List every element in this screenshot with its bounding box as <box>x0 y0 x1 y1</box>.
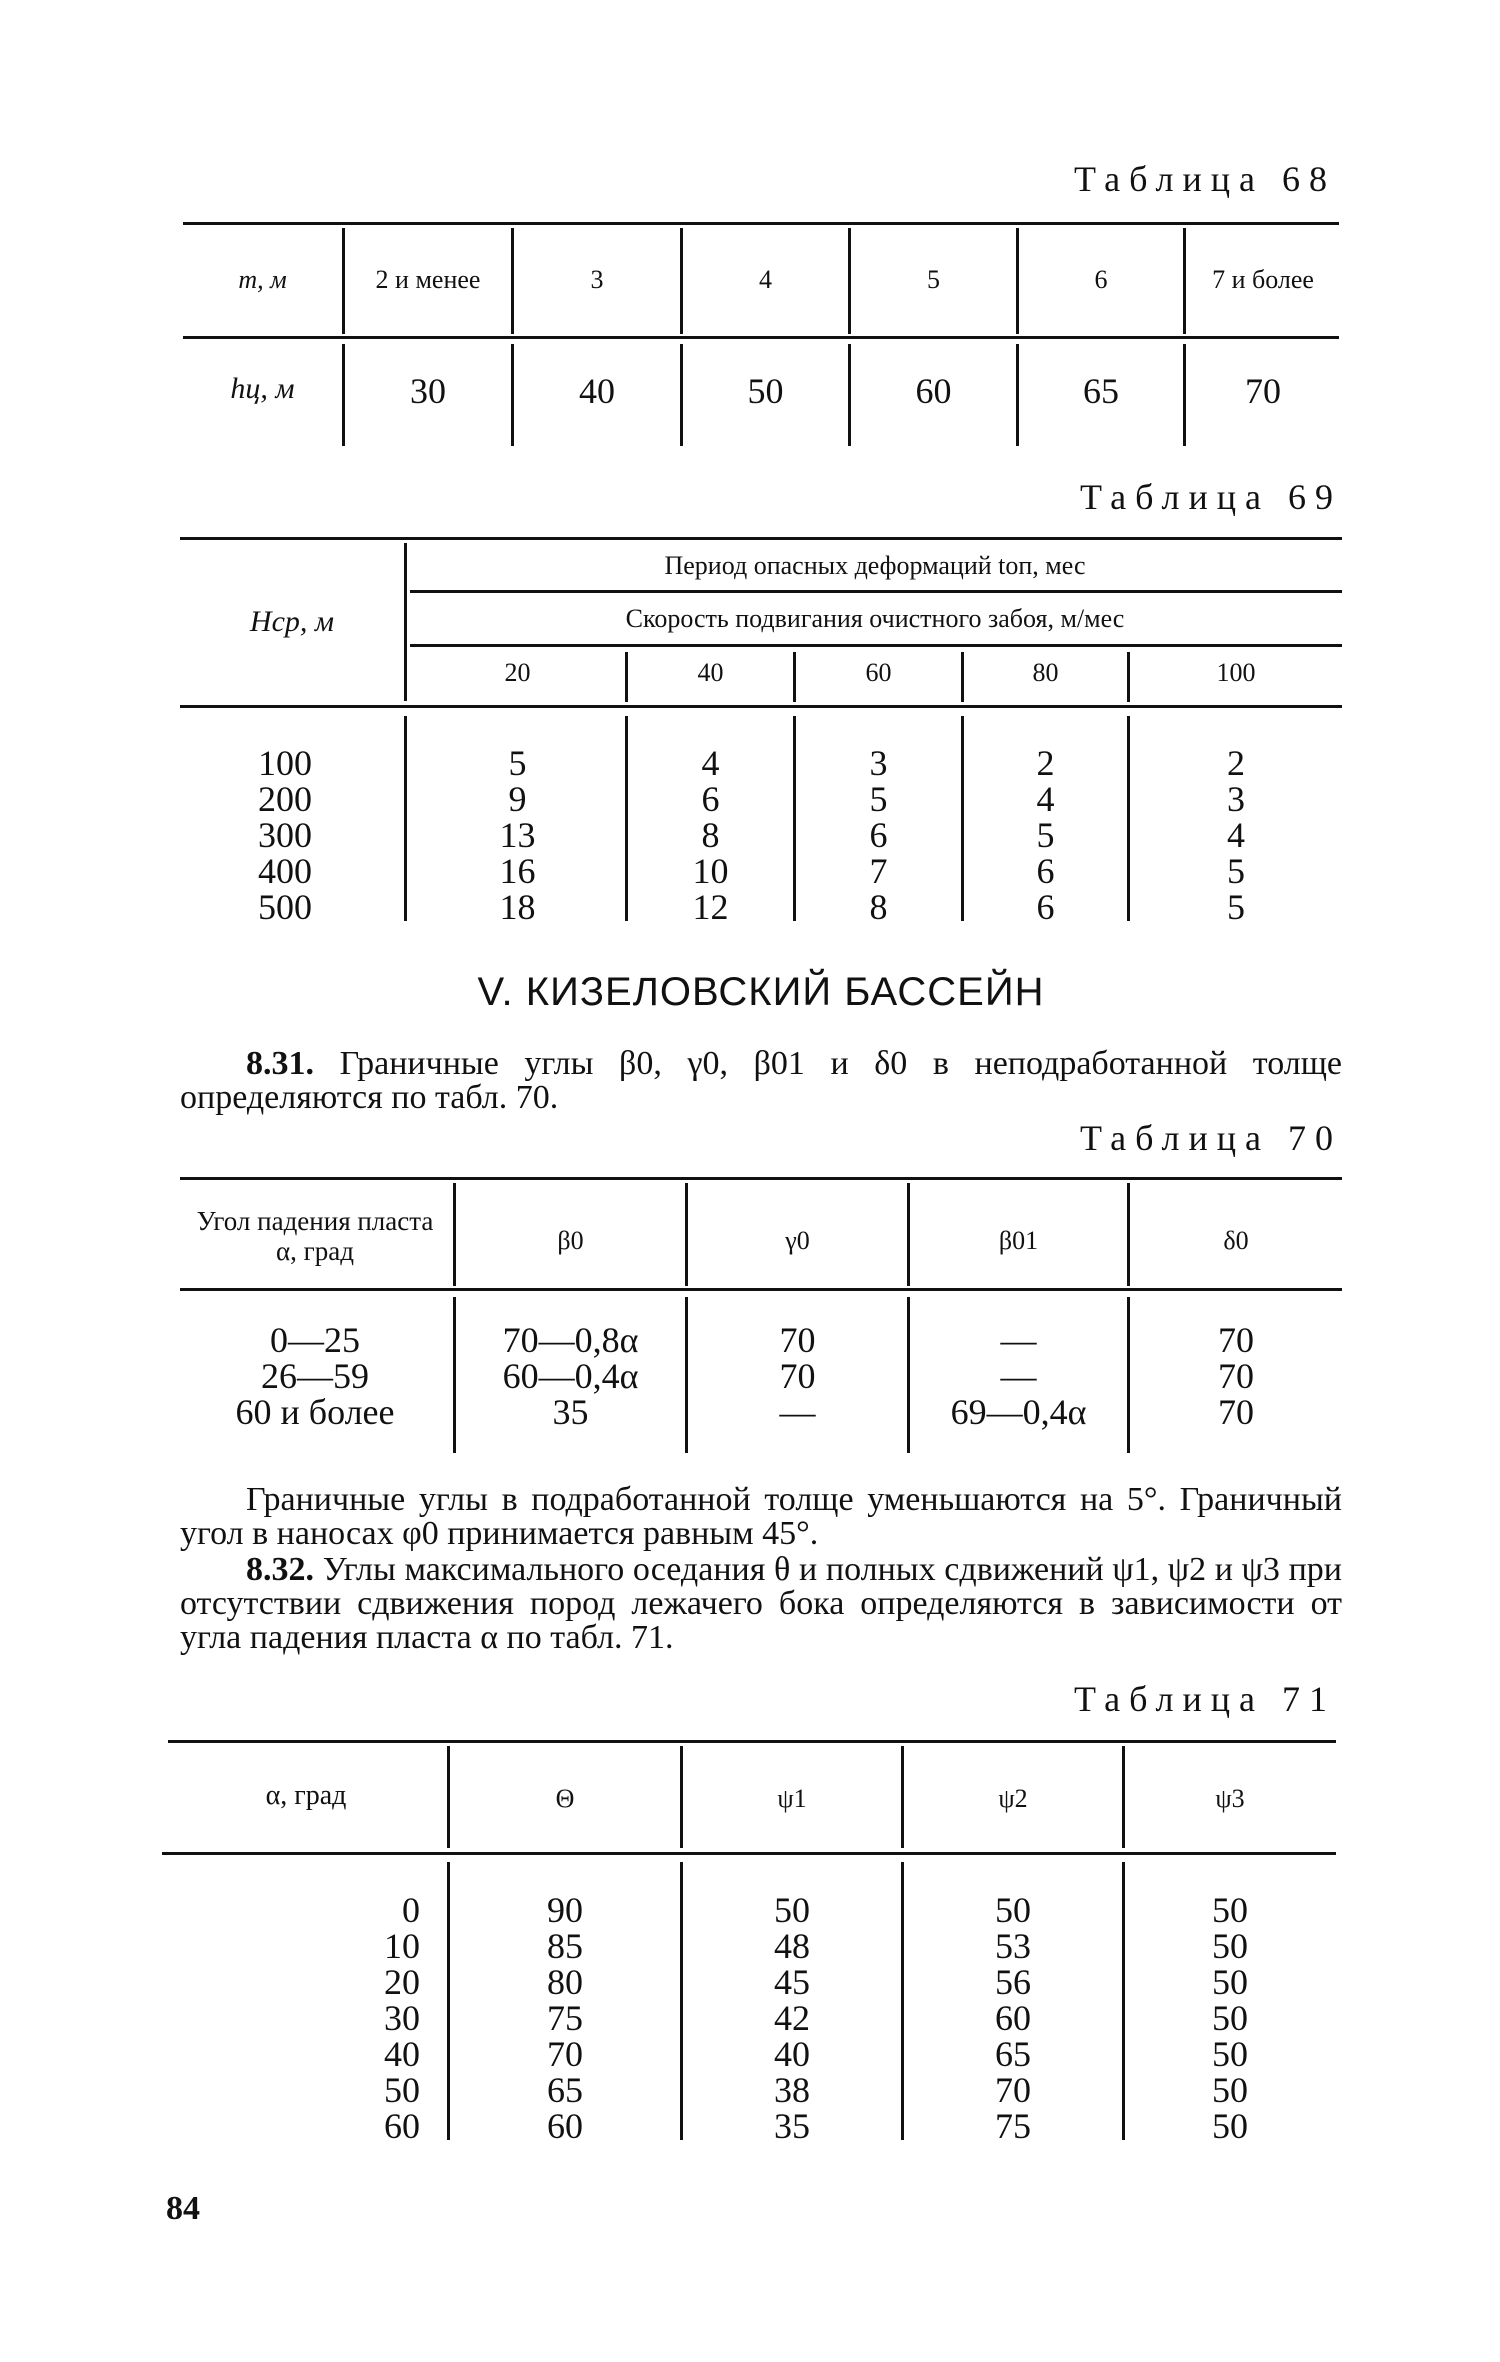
table-70-column-angle: 0—25 26—59 60 и более <box>235 1320 395 1432</box>
table-69-column-depth: 100 200 300 400 500 <box>258 743 312 927</box>
table-69-sub-header: Скорость подвигания очистного забоя, м/мес <box>625 604 1125 633</box>
table-69-column: 4 6 8 10 12 <box>692 743 729 927</box>
paragraph-8-31 <box>180 1047 1342 1115</box>
table-68-cell: 6 <box>1094 265 1108 294</box>
table-68-row2-label: hц, м <box>230 372 295 405</box>
table-71-column-angle: 0 10 20 30 40 50 60 <box>384 1890 420 2146</box>
table-69-speed: 80 <box>1032 658 1059 687</box>
table-68-cell: 4 <box>759 265 772 294</box>
table-70-column: 70 70 70 <box>1218 1320 1254 1432</box>
table-68-cell: 70 <box>1245 371 1281 411</box>
table-68-row1-label: m, м <box>238 265 287 294</box>
table-69-speed: 100 <box>1216 658 1256 687</box>
table-70-column: — — 69—0,4α <box>950 1320 1087 1432</box>
table-68-cell: 65 <box>1083 371 1119 411</box>
table-69-speed: 40 <box>697 658 724 687</box>
table-69-sub-rule <box>410 644 1342 647</box>
table-71-caption: Таблица 71 <box>1074 1679 1336 1719</box>
table-70-header: β01 <box>998 1226 1039 1255</box>
paragraph-number: 8.32. <box>246 1551 314 1588</box>
paragraph-number: 8.31. <box>246 1045 314 1082</box>
table-68-cell: 7 и более <box>1212 265 1314 294</box>
table-69-speed: 20 <box>504 658 531 687</box>
table-68-cell: 5 <box>927 265 940 294</box>
table-68-cell: 60 <box>915 371 952 411</box>
table-68-top-rule <box>183 222 1339 225</box>
table-68-caption: Таблица 68 <box>1074 159 1336 199</box>
table-69-divider <box>404 716 407 921</box>
table-70-header: γ0 <box>785 1226 810 1255</box>
table-69-stub-header: Hср, м <box>249 605 335 638</box>
table-69-column: 2 3 4 5 5 <box>1227 743 1245 927</box>
paragraph-text: Углы максимального оседания θ и полных сдвижений ψ1, ψ2 и ψ3 при отсутствии сдвижения пород лежачего бока определяются в зависимости от угла падения пласта α по табл. 71. <box>180 1551 1343 1656</box>
table-69-divider <box>404 543 407 701</box>
paragraph-boundary-angles: Граничные углы в подработанной толще уменьшаются на 5°. Граничный угол в наносах φ0 принимается равным 45°. <box>180 1481 1342 1552</box>
table-71-column: 50 50 50 50 50 50 50 <box>1212 1890 1248 2146</box>
paragraph-8-32 <box>180 1553 1342 1655</box>
table-71-column: 90 85 80 75 70 65 60 <box>547 1890 583 2146</box>
table-69-column: 3 5 6 7 8 <box>869 743 888 927</box>
table-71-header: ψ2 <box>998 1784 1028 1813</box>
table-68-cell: 3 <box>590 265 604 294</box>
section-heading: V. КИЗЕЛОВСКИЙ БАССЕЙН <box>477 970 1045 1014</box>
table-69-column: 5 9 13 16 18 <box>499 743 536 927</box>
table-69-group-header: Период опасных деформаций tоп, мес <box>664 551 1086 580</box>
table-68-cell: 50 <box>747 371 784 411</box>
table-70-header: δ0 <box>1223 1226 1249 1255</box>
table-70-caption: Таблица 70 <box>1080 1118 1342 1158</box>
table-71-head-rule <box>162 1852 1336 1855</box>
table-71-column: 50 48 45 42 40 38 35 <box>774 1890 810 2146</box>
paragraph-text: Граничные углы β0, γ0, β01 и δ0 в неподработанной толще определяются по табл. 70. <box>180 1045 1343 1116</box>
page-number: 84 <box>166 2190 200 2227</box>
table-71-stub-header: α, град <box>265 1780 347 1811</box>
table-69-column: 2 4 5 6 6 <box>1036 743 1055 927</box>
table-69-head-rule <box>180 705 1342 708</box>
table-69-speed: 60 <box>865 658 892 687</box>
table-68-cell: 40 <box>579 371 615 411</box>
table-70-top-rule <box>180 1177 1342 1180</box>
table-68-cell: 2 и менее <box>375 265 481 294</box>
table-68-cell: 30 <box>410 371 446 411</box>
table-70-column: 70—0,8α 60—0,4α 35 <box>502 1320 639 1432</box>
table-71-header: ψ3 <box>1215 1784 1245 1813</box>
table-69-top-rule <box>180 537 1342 540</box>
table-70-head-rule <box>180 1288 1342 1291</box>
table-69-caption: Таблица 69 <box>1080 477 1342 517</box>
table-71-header: ψ1 <box>777 1784 807 1813</box>
table-70-stub-header: Угол падения пласта α, град <box>196 1206 434 1266</box>
table-68-mid-rule <box>183 336 1339 339</box>
table-69-group-rule <box>410 590 1342 593</box>
table-70-header: β0 <box>557 1226 584 1255</box>
table-70-column: 70 70 — <box>779 1320 816 1432</box>
table-71-top-rule <box>168 1740 1336 1743</box>
table-71-column: 50 53 56 60 65 70 75 <box>995 1890 1031 2146</box>
table-71-header: Θ <box>555 1784 575 1813</box>
